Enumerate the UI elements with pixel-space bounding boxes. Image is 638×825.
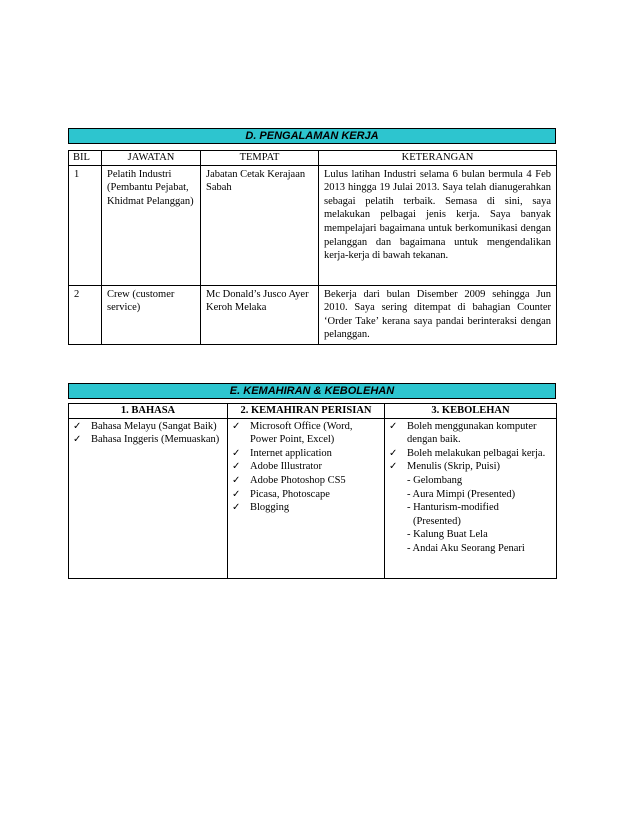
list-item <box>389 460 552 474</box>
skills-content-row <box>69 418 557 578</box>
perisian-cell <box>228 418 385 578</box>
header-jawatan: JAWATAN <box>102 151 201 166</box>
header-bahasa: 1. BAHASA <box>69 404 228 419</box>
checkmark-icon: ✓ <box>389 461 398 473</box>
checkmark-icon: ✓ <box>389 447 398 459</box>
skills-header-row <box>69 404 557 419</box>
list-item <box>232 420 380 447</box>
writing-item: - Kalung Buat Lela <box>407 529 488 541</box>
kebolehan-item: Boleh melakukan pelbagai kerja. <box>407 447 546 459</box>
bahasa-item: Bahasa Inggeris (Memuaskan) <box>91 434 220 446</box>
writing-item: - Andai Aku Seorang Penari <box>407 542 525 554</box>
kebolehan-item: Boleh menggunakan komputer dengan baik. <box>407 420 537 446</box>
header-bil: BIL <box>69 151 102 166</box>
bahasa-cell <box>69 418 228 578</box>
kebolehan-cell <box>385 418 557 578</box>
cell-jawatan: Crew (customer service) <box>102 285 201 344</box>
perisian-item: Adobe Illustrator <box>250 461 323 473</box>
skills-table <box>68 403 557 579</box>
writing-item: - Aura Mimpi (Presented) <box>407 488 516 500</box>
perisian-item: Picasa, Photoscape <box>250 488 330 500</box>
list-item <box>232 447 380 461</box>
list-item <box>73 420 223 434</box>
header-perisian: 2. KEMAHIRAN PERISIAN <box>228 404 385 419</box>
bahasa-item: Bahasa Melayu (Sangat Baik) <box>91 420 217 432</box>
writing-item: - Hanturism-modified <box>407 502 499 514</box>
experience-header-row <box>69 151 557 166</box>
section-title-experience: D. PENGALAMAN KERJA <box>68 128 556 144</box>
list-item <box>73 433 223 447</box>
header-tempat: TEMPAT <box>201 151 319 166</box>
experience-table <box>68 150 557 345</box>
header-keterangan: KETERANGAN <box>319 151 557 166</box>
cell-jawatan: Pelatih Industri (Pembantu Pejabat, Khidmat Pelanggan) <box>102 165 201 285</box>
checkmark-icon: ✓ <box>232 474 241 486</box>
cell-tempat: Jabatan Cetak Kerajaan Sabah <box>201 165 319 285</box>
list-item <box>232 460 380 474</box>
checkmark-icon: ✓ <box>232 420 241 432</box>
header-kebolehan: 3. KEBOLEHAN <box>385 404 557 419</box>
perisian-item: Blogging <box>250 502 290 514</box>
list-item <box>389 447 552 461</box>
checkmark-icon: ✓ <box>232 461 241 473</box>
writing-item: (Presented) <box>413 515 461 527</box>
checkmark-icon: ✓ <box>232 447 241 459</box>
writing-item: - Gelombang <box>407 474 463 486</box>
table-row <box>69 165 557 285</box>
list-item <box>232 501 380 515</box>
kebolehan-item: Menulis (Skrip, Puisi) <box>407 461 501 473</box>
section-title-skills: E. KEMAHIRAN & KEBOLEHAN <box>68 383 556 399</box>
list-item <box>389 420 552 447</box>
cell-keterangan: Lulus latihan Industri selama 6 bulan bermula 4 Feb 2013 hingga 19 Julai 2013. Saya telah dianugerahkan sebagai pelatih terbaik. Semasa di sini, saya melakukan pelbagai jenis kerja. Saya banyak mempelajari bagaimana untuk berkomunikasi dengan pelanggan dan bagaimana untuk mengendalikan kerja-kerja di bawah tekanan. <box>319 165 557 285</box>
checkmark-icon: ✓ <box>389 420 398 432</box>
perisian-item: Internet application <box>250 447 332 459</box>
checkmark-icon: ✓ <box>73 434 82 446</box>
perisian-item: Adobe Photoshop CS5 <box>250 474 346 486</box>
cell-tempat: Mc Donald’s Jusco Ayer Keroh Melaka <box>201 285 319 344</box>
checkmark-icon: ✓ <box>232 502 241 514</box>
perisian-item: Microsoft Office (Word, Power Point, Excel) <box>250 420 353 446</box>
checkmark-icon: ✓ <box>73 420 82 432</box>
cell-bil: 2 <box>69 285 102 344</box>
checkmark-icon: ✓ <box>232 488 241 500</box>
list-item <box>232 488 380 502</box>
list-item <box>232 474 380 488</box>
table-row <box>69 285 557 344</box>
cell-bil: 1 <box>69 165 102 285</box>
cell-keterangan: Bekerja dari bulan Disember 2009 sehingga Jun 2010. Saya sering ditempat di bahagian Counter ‘Order Take’ kerana saya pandai berinteraksi dengan pelanggan. <box>319 285 557 344</box>
